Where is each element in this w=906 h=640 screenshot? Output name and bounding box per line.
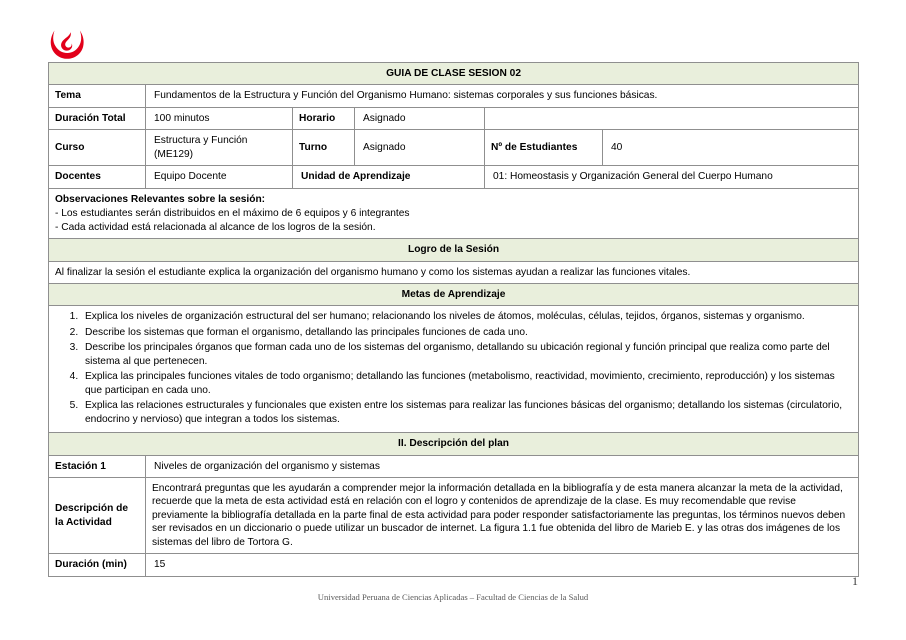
duracion-min-value: 15 [146, 554, 859, 576]
table-row-logro-heading [49, 239, 859, 261]
table-row-duracion [49, 107, 859, 129]
upc-logo [48, 28, 88, 62]
descripcion-actividad-label: Descripción de la Actividad [49, 477, 146, 553]
observaciones-cell [49, 188, 859, 238]
unidad-aprendizaje-label: Unidad de Aprendizaje [293, 166, 485, 188]
metas-list [55, 310, 852, 427]
curso-value: Estructura y Función (ME129) [146, 130, 293, 166]
unidad-aprendizaje-value: 01: Homeostasis y Organización General del Cuerpo Humano [485, 166, 859, 188]
list-item: 1. Explica los niveles de organización estructural del ser humano; relacionando los niveles de átomos, moléculas, células, tejidos, órganos, sistemas y organismo. [81, 310, 852, 324]
table-row-curso [49, 130, 859, 166]
table-row-duracion-min [49, 554, 859, 576]
footer-text: Universidad Peruana de Ciencias Aplicadas – Facultad de Ciencias de la Salud [317, 592, 589, 602]
table-row-docentes [49, 166, 859, 188]
table-row-logro-text [49, 261, 859, 283]
num-estudiantes-value: 40 [603, 130, 859, 166]
turno-label: Turno [293, 130, 355, 166]
list-item: 5. Explica las relaciones estructurales y funcionales que existen entre los sistemas para realizar las funciones básicas del organismo; detallando los sistemas (circulatorio, endocrino y nervioso) que integran a todos los sistemas. [81, 399, 852, 427]
docentes-value: Equipo Docente [146, 166, 293, 188]
observaciones-line-1: - Los estudiantes serán distribuidos en el máximo de 6 equipos y 6 integrantes [55, 208, 410, 220]
table-row-tema [49, 85, 859, 107]
observaciones-line-2: - Cada actividad está relacionada al alcance de los logros de la sesión. [55, 221, 376, 233]
class-guide-table [48, 62, 859, 577]
horario-label: Horario [293, 107, 355, 129]
num-estudiantes-label: Nº de Estudiantes [485, 130, 603, 166]
curso-label: Curso [49, 130, 146, 166]
table-row-metas-heading [49, 283, 859, 305]
duracion-total-label: Duración Total [49, 107, 146, 129]
guide-title: GUIA DE CLASE SESION 02 [49, 63, 859, 85]
metas-cell [49, 306, 859, 433]
docentes-label: Docentes [49, 166, 146, 188]
plan-heading: II. Descripción del plan [49, 433, 859, 455]
turno-value: Asignado [355, 130, 485, 166]
table-row-plan-heading [49, 433, 859, 455]
descripcion-actividad-value: Encontrará preguntas que les ayudarán a comprender mejor la información detallada en la bibliografía y de esta manera alcanzar la meta de la actividad, recuerde que la meta de esta actividad está en relación con el logro y contenidos de aprendizaje de la clase. Es muy recomendable que revise previamente la bibliografía detallada en la parte final de esta actividad para poder responder satisfactoriamente las preguntas, los términos nuevos deben ser revisados en un diccionario o puede utilizar un buscador de internet. La figura 1.1 fue obtenida del libro de Marieb E. y las otras dos imágenes de los sistemas del libro de Tortora G. [146, 477, 859, 553]
table-row-observaciones [49, 188, 859, 238]
logro-heading: Logro de la Sesión [49, 239, 859, 261]
table-row-metas-list [49, 306, 859, 433]
table-row-estacion [49, 455, 859, 477]
duracion-min-label: Duración (min) [49, 554, 146, 576]
tema-label: Tema [49, 85, 146, 107]
tema-value: Fundamentos de la Estructura y Función del Organismo Humano: sistemas corporales y sus funciones básicas. [146, 85, 859, 107]
table-row-title [49, 63, 859, 85]
list-item: 4. Explica las principales funciones vitales de todo organismo; detallando las funciones (metabolismo, reactividad, movimiento, crecimiento, reproducción) y los sistemas que participan en cada uno. [81, 370, 852, 398]
metas-heading: Metas de Aprendizaje [49, 283, 859, 305]
horario-value: Asignado [355, 107, 485, 129]
list-item: 2. Describe los sistemas que forman el organismo, detallando las principales funciones de cada uno. [81, 326, 852, 340]
page-number: 1 [852, 574, 858, 588]
duracion-total-value: 100 minutos [146, 107, 293, 129]
table-row-descripcion [49, 477, 859, 553]
observaciones-heading: Observaciones Relevantes sobre la sesión: [55, 193, 266, 205]
list-item: 3. Describe los principales órganos que forman cada uno de los sistemas del organismo, detallando su ubicación regional y función principal que realiza como parte del sistema al que pertenecen. [81, 341, 852, 369]
logro-text: Al finalizar la sesión el estudiante explica la organización del organismo humano y como los sistemas ayudan a realizar las funciones vitales. [49, 261, 859, 283]
estacion-label: Estación 1 [49, 455, 146, 477]
estacion-value: Niveles de organización del organismo y sistemas [146, 455, 859, 477]
duracion-row-empty [485, 107, 859, 129]
